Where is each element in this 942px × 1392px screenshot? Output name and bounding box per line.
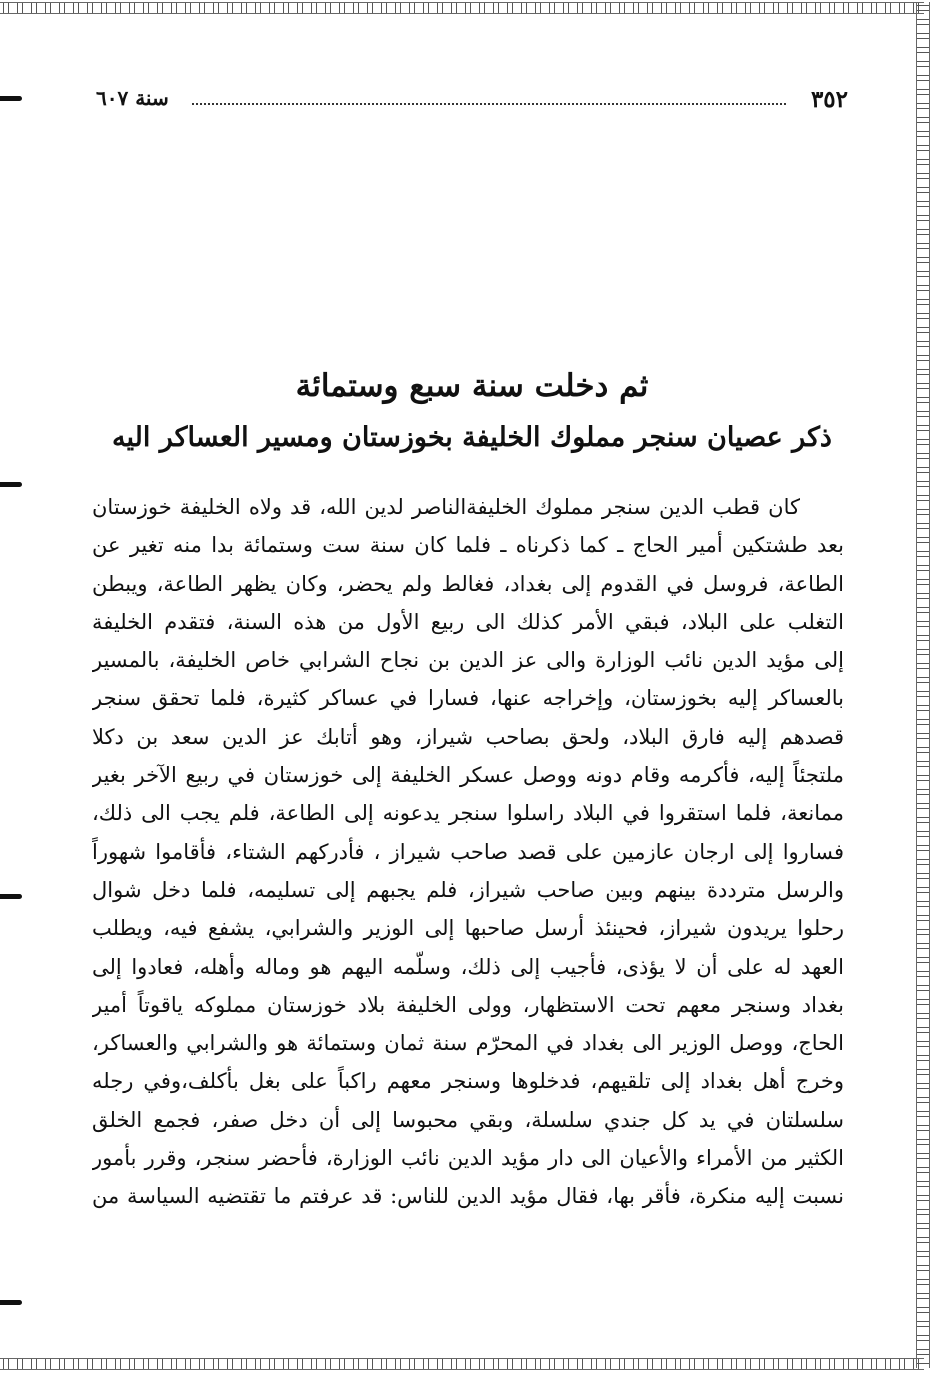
decorative-border-bottom — [0, 1358, 924, 1370]
section-title: ثم دخلت سنة سبع وستمائة — [295, 368, 649, 404]
body-line: نسبت إليه منكرة، فأقر بها، فقال مؤيد الدين للناس: قد عرفتم ما تقتضيه السياسة من — [92, 1184, 844, 1209]
body-line: التغلب على البلاد، فبقي الأمر كذلك الى ربيع الأول من هذه السنة، فتقدم الخليفة — [92, 609, 844, 634]
body-line: سلسلتان في يد كل جندي سلسلة، وبقي محبوسا إلى أن دخل صفر، فجمع الخلق — [92, 1107, 844, 1132]
body-line: إلى مؤيد الدين نائب الوزارة والى عز الدين بن نجاح الشرابي خاص الخليفة، بالمسير — [92, 648, 844, 673]
scan-edge-mark — [0, 894, 22, 899]
page-header — [96, 86, 848, 116]
body-line: ملتجئاً إليه، فأكرمه وقام دونه ووصل عسكر الخليفة إلى خوزستان في ربيع الآخر بغير — [92, 763, 844, 788]
header-leader-dots — [192, 103, 786, 105]
scan-edge-mark — [0, 1300, 22, 1305]
body-line: الطاعة، فروسل في القدوم إلى بغداد، فغالط ولم يحضر، وكان يظهر الطاعة، ويبطن — [92, 571, 844, 596]
body-line: ممانعة، فلما استقروا في البلاد راسلوا سنجر يدعونه إلى الطاعة، فلم يجب الى ذلك، — [92, 801, 844, 826]
body-line: الكثير من الأمراء والأعيان الى دار مؤيد الدين نائب الوزارة، فأحضر سنجر، وقرر بأمور — [92, 1146, 844, 1171]
body-line: بعد طشتكين أمير الحاج ـ كما ذكرناه ـ فلما كان سنة ست وستمائة بدا منه تغير عن — [92, 533, 844, 558]
running-title: سنة ٦٠٧ — [96, 86, 169, 110]
page-number: ٣٥٢ — [810, 86, 848, 113]
body-line: قصدهم إليه فارق البلاد، ولحق بصاحب شيراز، وهو أتابك عز الدين سعد بن دكلا — [92, 724, 844, 749]
body-line: بغداد وسنجر معهم تحت الاستظهار، وولى الخليفة بلاد خوزستان مملوكه ياقوتاً أمير — [92, 992, 844, 1017]
body-line: بالعساكر إليه بخوزستان، وإخراجه عنها، فسارا في عساكر كثيرة، فلما تحقق سنجر — [92, 686, 844, 711]
decorative-border-top — [0, 2, 924, 14]
scan-edge-mark — [0, 96, 22, 101]
body-line: كان قطب الدين سنجر مملوك الخليفةالناصر لدين الله، قد ولاه الخليفة خوزستان — [92, 495, 800, 519]
decorative-border-right — [916, 2, 930, 1368]
scan-edge-mark — [0, 482, 22, 487]
body-text — [92, 488, 844, 1216]
chapter-heading: ذكر عصيان سنجر مملوك الخليفة بخوزستان ومسير العساكر اليه — [112, 422, 832, 453]
body-line: الحاج، ووصل الوزير الى بغداد في المحرّم سنة ثمان وستمائة هو والشرابي والعساكر، — [92, 1031, 844, 1056]
body-line: العهد له على أن لا يؤذى، فأجيب إلى ذلك، وسلّمه اليهم هو وماله وأهله، فعادوا إلى — [92, 954, 844, 979]
body-line: رحلوا يريدون شيراز، فحينئذ أرسل صاحبها إلى الوزير والشرابي، يشفع فيه، ويطلب — [92, 916, 844, 941]
body-line: والرسل مترددة بينهم وبين صاحب شيراز، فلم يجبهم إلى تسليمه، فلما دخل شوال — [92, 877, 844, 902]
body-line: فساروا إلى ارجان عازمين على قصد صاحب شيراز ، فأدركهم الشتاء، فأقاموا شهوراً — [92, 839, 844, 864]
body-line: وخرج أهل بغداد إلى تلقيهم، فدخلوها وسنجر معهم راكباً على بغل بأكلف،وفي رجله — [92, 1069, 844, 1094]
